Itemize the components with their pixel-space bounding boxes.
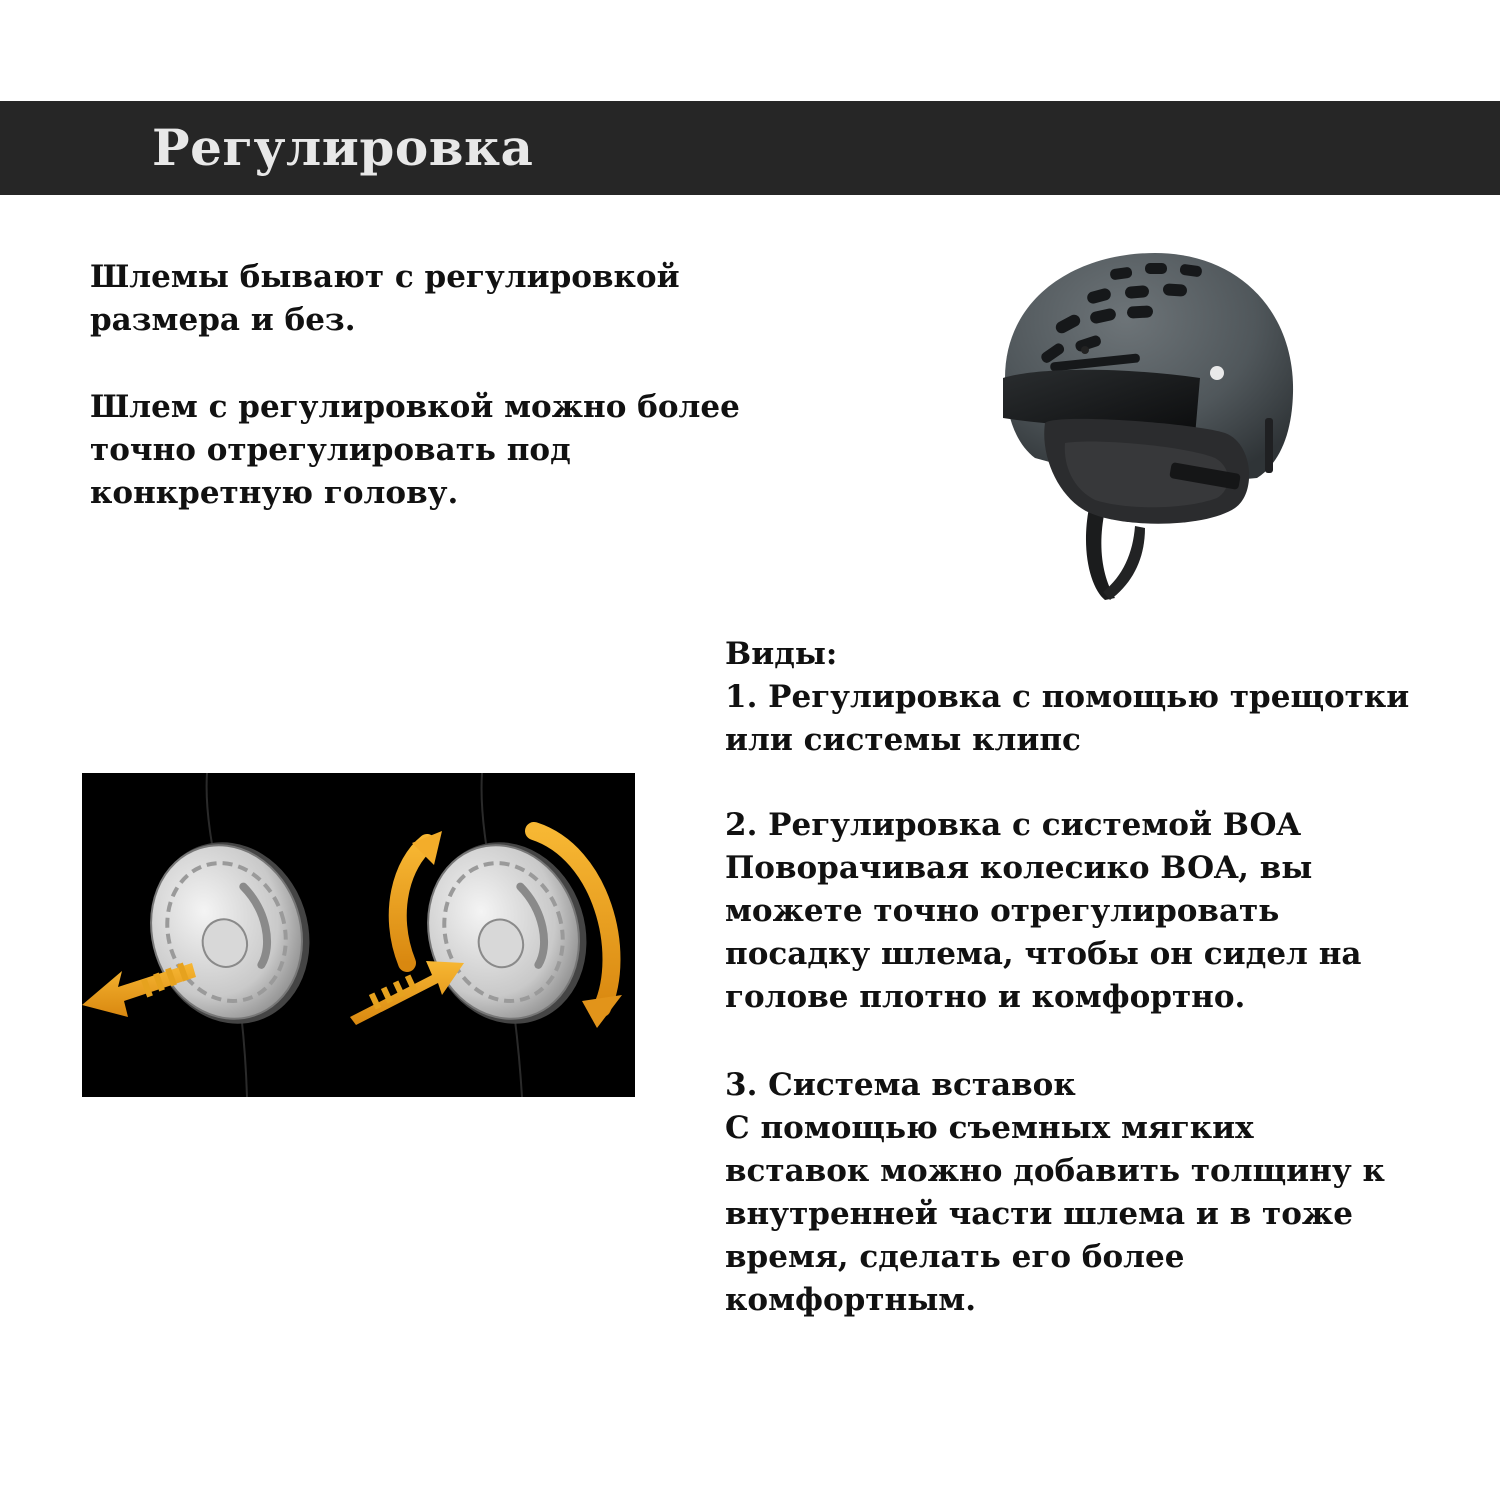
- text-line: 2. Регулировка с системой BOA: [725, 807, 1301, 843]
- text-line: Шлем с регулировкой можно более: [90, 389, 740, 425]
- text-line: можете точно отрегулировать: [725, 893, 1280, 929]
- text-line: С помощью съемных мягких: [725, 1110, 1254, 1146]
- types-heading: Виды:: [725, 636, 838, 672]
- text-line: вставок можно добавить толщину к: [725, 1153, 1385, 1189]
- text-line: размера и без.: [90, 302, 356, 338]
- intro-paragraph-2: [90, 386, 740, 515]
- intro-paragraph-1: [90, 256, 680, 342]
- text-line: время, сделать его более: [725, 1239, 1185, 1275]
- helmet-image: [995, 228, 1295, 608]
- text-line: внутренней части шлема и в тоже: [725, 1196, 1353, 1232]
- page-title: Регулировка: [152, 118, 534, 177]
- adjustment-types: [725, 633, 1409, 762]
- text-line: точно отрегулировать под: [90, 432, 571, 468]
- text-line: Поворачивая колесико BOA, вы: [725, 850, 1313, 886]
- text-line: комфортным.: [725, 1282, 976, 1318]
- inserts-description: [725, 1064, 1385, 1322]
- text-line: посадку шлема, чтобы он сидел на: [725, 936, 1362, 972]
- boa-dial-image: [82, 773, 635, 1097]
- text-line: конкретную голову.: [90, 475, 459, 511]
- text-line: Шлемы бывают с регулировкой: [90, 259, 680, 295]
- boa-description: [725, 804, 1361, 1019]
- text-line: голове плотно и комфортно.: [725, 979, 1246, 1015]
- text-line: или системы клипс: [725, 722, 1081, 758]
- text-line: 1. Регулировка с помощью трещотки: [725, 679, 1410, 715]
- text-line: 3. Система вставок: [725, 1067, 1076, 1103]
